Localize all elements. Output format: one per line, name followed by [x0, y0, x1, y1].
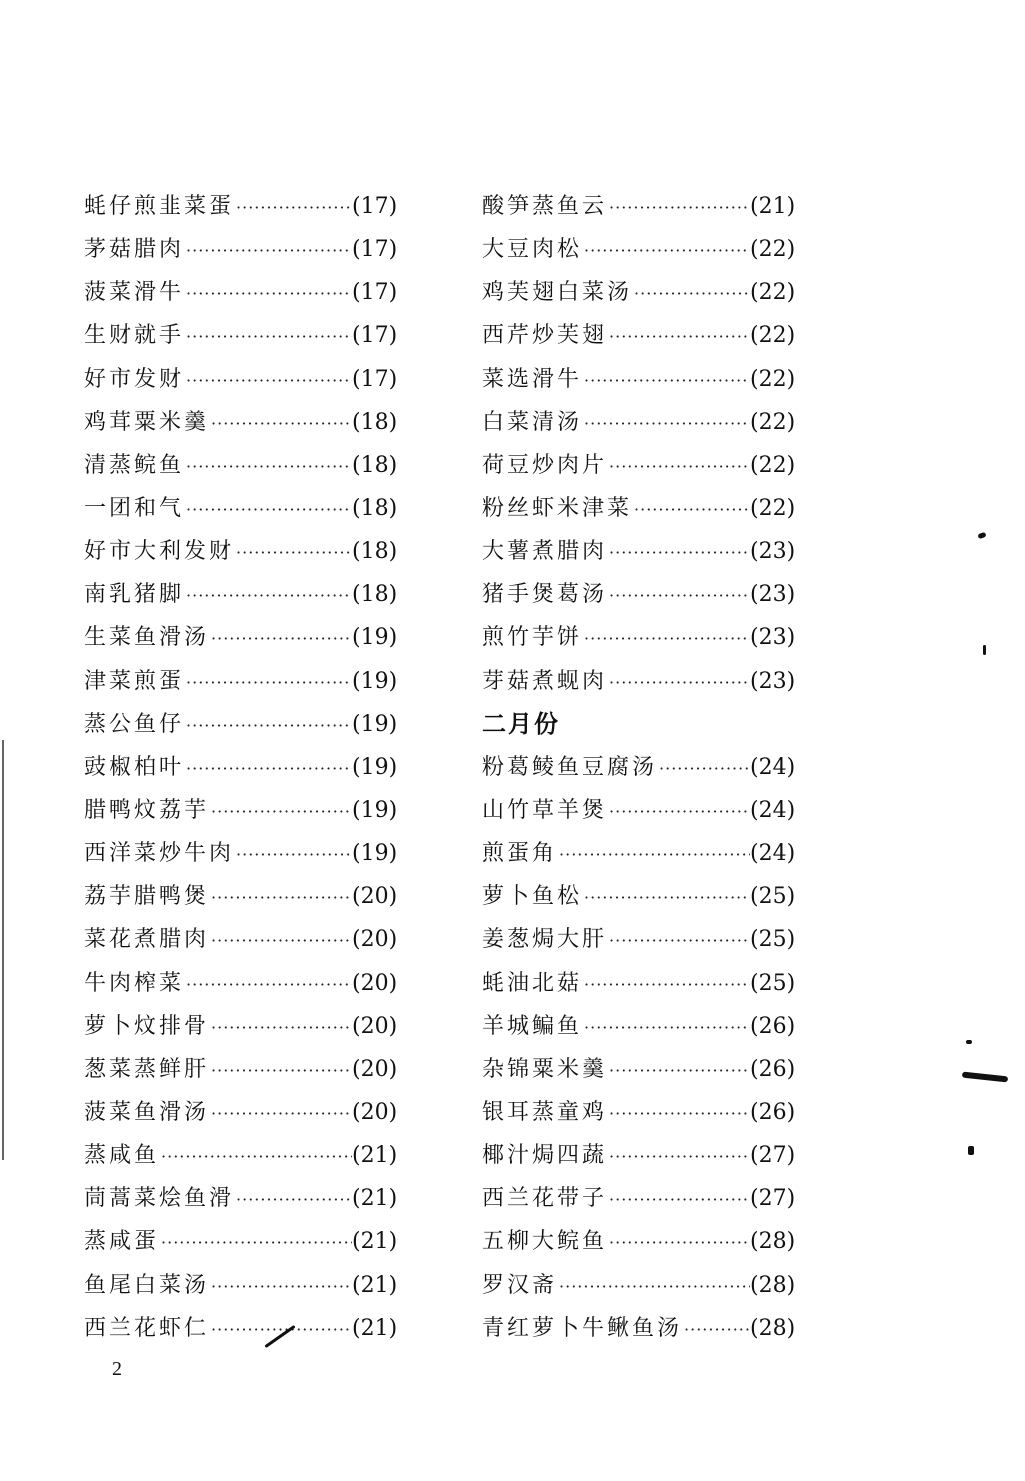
dot-leader: [184, 359, 352, 401]
dot-leader: [159, 1221, 352, 1263]
toc-entry: [482, 358, 812, 401]
entry-title: 蒸咸蛋: [84, 1229, 160, 1255]
entry-page: (18): [352, 409, 398, 435]
entry-title: 猪手煲葛汤: [482, 582, 608, 608]
entry-page: (26): [750, 1099, 796, 1125]
toc-entry: [482, 1048, 812, 1091]
toc-entry: [482, 314, 812, 357]
toc-entry: [84, 703, 414, 746]
dot-leader: [184, 661, 352, 703]
toc-entry: [482, 487, 812, 530]
entry-title: 菠菜滑牛: [84, 280, 185, 306]
entry-title: 椰汁焗四蔬: [482, 1143, 608, 1169]
entry-page: (17): [352, 366, 398, 392]
entry-page: (19): [352, 841, 398, 867]
toc-entry: [84, 1264, 414, 1307]
dot-leader: [607, 574, 750, 616]
dot-leader: [234, 531, 352, 573]
dot-leader: [607, 919, 750, 961]
entry-page: (19): [352, 625, 398, 651]
entry-page: (25): [750, 884, 796, 910]
entry-page: (20): [352, 1056, 398, 1082]
dot-leader: [607, 1049, 750, 1091]
section-heading-february: 二月份: [482, 709, 560, 738]
entry-page: (25): [750, 970, 796, 996]
dot-leader: [582, 876, 750, 918]
entry-title: 蒸咸鱼: [84, 1143, 160, 1169]
dot-leader: [607, 1092, 750, 1134]
entry-title: 茼蒿菜烩鱼滑: [84, 1186, 235, 1212]
entry-title: 南乳猪脚: [84, 582, 185, 608]
entry-page: (24): [750, 841, 796, 867]
entry-title: 萝卜鱼松: [482, 884, 583, 910]
toc-entry: [84, 1220, 414, 1263]
toc-entry: [84, 1091, 414, 1134]
entry-title: 粉葛鲮鱼豆腐汤: [482, 754, 658, 780]
entry-title: 一团和气: [84, 495, 185, 521]
dot-leader: [632, 488, 750, 530]
dot-leader: [209, 1265, 352, 1307]
entry-title: 大薯煮腊肉: [482, 539, 608, 565]
toc-entry: [482, 185, 812, 228]
dot-leader: [209, 402, 352, 444]
entry-page: (21): [352, 1315, 398, 1341]
entry-title: 生财就手: [84, 323, 185, 349]
dot-leader: [582, 229, 750, 271]
dot-leader: [234, 1178, 352, 1220]
entry-title: 西芹炒芙翅: [482, 323, 608, 349]
toc-entry: [482, 789, 812, 832]
entry-page: (24): [750, 754, 796, 780]
toc-entry: [84, 1134, 414, 1177]
entry-title: 粉丝虾米津菜: [482, 495, 633, 521]
dot-leader: [184, 445, 352, 487]
dot-leader: [657, 747, 750, 789]
dot-leader: [234, 186, 352, 228]
dot-leader: [209, 1049, 352, 1091]
entry-title: 白菜清汤: [482, 409, 583, 435]
entry-page: (22): [750, 323, 796, 349]
dot-leader: [607, 531, 750, 573]
dot-leader: [234, 833, 352, 875]
dot-leader: [607, 1178, 750, 1220]
entry-page: (22): [750, 237, 796, 263]
toc-entry: [84, 271, 414, 314]
entry-title: 葱菜蒸鲜肝: [84, 1056, 210, 1082]
entry-page: (26): [750, 1056, 796, 1082]
dot-leader: [607, 445, 750, 487]
entry-title: 清蒸鲩鱼: [84, 452, 185, 478]
dot-leader: [607, 186, 750, 228]
entry-title: 生菜鱼滑汤: [84, 625, 210, 651]
toc-entry: [84, 660, 414, 703]
toc-entry: [84, 185, 414, 228]
entry-page: (20): [352, 1013, 398, 1039]
entry-page: (20): [352, 884, 398, 910]
toc-entry: [482, 918, 812, 961]
entry-page: (22): [750, 495, 796, 521]
dot-leader: [184, 704, 352, 746]
entry-page: (17): [352, 237, 398, 263]
entry-title: 鸡芙翅白菜汤: [482, 280, 633, 306]
scan-speck: [983, 645, 986, 655]
entry-title: 茅菇腊肉: [84, 237, 185, 263]
dot-leader: [607, 315, 750, 357]
entry-page: (26): [750, 1013, 796, 1039]
entry-page: (25): [750, 927, 796, 953]
entry-title: 菜花煮腊肉: [84, 927, 210, 953]
toc-entry: [84, 789, 414, 832]
entry-page: (22): [750, 280, 796, 306]
toc-entry: [482, 530, 812, 573]
entry-page: (20): [352, 1099, 398, 1125]
toc-entry: [482, 616, 812, 659]
toc-entry: [84, 746, 414, 789]
entry-title: 鱼尾白菜汤: [84, 1272, 210, 1298]
entry-page: (28): [750, 1229, 796, 1255]
entry-title: 鸡茸粟米羹: [84, 409, 210, 435]
dot-leader: [184, 315, 352, 357]
scan-smudge: [962, 1072, 1008, 1083]
entry-title: 好市发财: [84, 366, 185, 392]
entry-title: 腊鸭炆荔芋: [84, 797, 210, 823]
entry-page: (23): [750, 625, 796, 651]
toc-entry: [482, 1177, 812, 1220]
toc-entry: [482, 1307, 812, 1350]
entry-page: (23): [750, 539, 796, 565]
toc-entry: [482, 832, 812, 875]
dot-leader: [184, 229, 352, 271]
entry-page: (20): [352, 927, 398, 953]
entry-page: (19): [352, 668, 398, 694]
entry-page: (28): [750, 1272, 796, 1298]
entry-page: (18): [352, 539, 398, 565]
toc-entry: [482, 1134, 812, 1177]
dot-leader: [582, 1006, 750, 1048]
entry-page: (21): [352, 1186, 398, 1212]
dot-leader: [607, 1221, 750, 1263]
dot-leader: [209, 1092, 352, 1134]
entry-title: 津菜煎蛋: [84, 668, 185, 694]
toc-entry: [482, 1220, 812, 1263]
dot-leader: [184, 272, 352, 314]
toc-entry: [482, 660, 812, 703]
toc-entry: [482, 746, 812, 789]
entry-title: 荷豆炒肉片: [482, 452, 608, 478]
entry-page: (27): [750, 1186, 796, 1212]
entry-title: 酸笋蒸鱼云: [482, 194, 608, 219]
entry-page: (21): [352, 1272, 398, 1298]
toc-entry: [482, 228, 812, 271]
entry-title: 芽菇煮蚬肉: [482, 668, 608, 694]
dot-leader: [184, 488, 352, 530]
toc-entry: [84, 1048, 414, 1091]
entry-page: (18): [352, 452, 398, 478]
toc-entry: [482, 962, 812, 1005]
entry-page: (22): [750, 452, 796, 478]
entry-title: 大豆肉松: [482, 237, 583, 263]
dot-leader: [209, 919, 352, 961]
toc-entry: [84, 228, 414, 271]
page-number: 2: [112, 1358, 122, 1380]
toc-right-column: [482, 185, 812, 1350]
entry-page: (19): [352, 754, 398, 780]
dot-leader: [582, 402, 750, 444]
toc-entry: [84, 401, 414, 444]
entry-title: 好市大利发财: [84, 539, 235, 565]
toc-entry: [84, 573, 414, 616]
scan-edge-line: [2, 740, 4, 1160]
entry-page: (22): [750, 409, 796, 435]
entry-page: (27): [750, 1143, 796, 1169]
entry-title: 银耳蒸童鸡: [482, 1099, 608, 1125]
toc-entry: [84, 314, 414, 357]
entry-title: 西洋菜炒牛肉: [84, 841, 235, 867]
toc-entry: [84, 1307, 414, 1350]
dot-leader: [682, 1308, 750, 1350]
toc-entry: [84, 875, 414, 918]
toc-entry: [482, 401, 812, 444]
dot-leader: [209, 1006, 352, 1048]
entry-title: 萝卜炆排骨: [84, 1013, 210, 1039]
scan-speck: [966, 1040, 972, 1044]
toc-entry: [482, 271, 812, 314]
entry-page: (19): [352, 797, 398, 823]
dot-leader: [582, 963, 750, 1005]
entry-page: (23): [750, 668, 796, 694]
toc-entry: [482, 573, 812, 616]
dot-leader: [607, 790, 750, 832]
entry-page: (20): [352, 970, 398, 996]
entry-title: 罗汉斋: [482, 1272, 558, 1298]
dot-leader: [184, 963, 352, 1005]
scan-speck: [968, 1146, 974, 1155]
entry-title: 西兰花带子: [482, 1186, 608, 1212]
entry-title: 青红萝卜牛鳅鱼汤: [482, 1315, 683, 1341]
dot-leader: [582, 359, 750, 401]
entry-page: (22): [750, 366, 796, 392]
toc-entry: [84, 1177, 414, 1220]
dot-leader: [607, 661, 750, 703]
entry-title: 山竹草羊煲: [482, 797, 608, 823]
toc-entry: [84, 487, 414, 530]
toc-entry: [84, 530, 414, 573]
entry-title: 荔芋腊鸭煲: [84, 884, 210, 910]
entry-page: (18): [352, 495, 398, 521]
entry-title: 煎竹芋饼: [482, 625, 583, 651]
dot-leader: [557, 1265, 750, 1307]
scan-speck: [977, 532, 986, 539]
toc-entry: [482, 1264, 812, 1307]
entry-title: 蚝油北菇: [482, 970, 583, 996]
entry-page: (28): [750, 1315, 796, 1341]
dot-leader: [209, 617, 352, 659]
dot-leader: [557, 833, 750, 875]
entry-title: 西兰花虾仁: [84, 1315, 210, 1341]
entry-title: 豉椒柏叶: [84, 754, 185, 780]
entry-page: (17): [352, 323, 398, 349]
entry-title: 羊城鳊鱼: [482, 1013, 583, 1039]
entry-title: 杂锦粟米羹: [482, 1056, 608, 1082]
dot-leader: [184, 747, 352, 789]
entry-title: 蒸公鱼仔: [84, 711, 185, 737]
toc-entry: [84, 358, 414, 401]
entry-title: 煎蛋角: [482, 841, 558, 867]
dot-leader: [209, 790, 352, 832]
entry-title: 姜葱焗大肝: [482, 927, 608, 953]
entry-title: 菠菜鱼滑汤: [84, 1099, 210, 1125]
toc-entry: [84, 1005, 414, 1048]
entry-title: 蚝仔煎韭菜蛋: [84, 194, 235, 219]
entry-title: 牛肉榨菜: [84, 970, 185, 996]
entry-page: (24): [750, 797, 796, 823]
entry-page: (17): [352, 280, 398, 306]
toc-entry: [84, 832, 414, 875]
entry-page: (21): [750, 194, 796, 219]
dot-leader: [159, 1135, 352, 1177]
entry-page: (21): [352, 1143, 398, 1169]
entry-title: 五柳大鲩鱼: [482, 1229, 608, 1255]
dot-leader: [209, 876, 352, 918]
toc-entry: [84, 444, 414, 487]
dot-leader: [209, 1308, 352, 1350]
toc-entry: [482, 1091, 812, 1134]
entry-title: 菜选滑牛: [482, 366, 583, 392]
toc-entry: [84, 918, 414, 961]
toc-entry: [84, 616, 414, 659]
entry-page: (23): [750, 582, 796, 608]
toc-entry: [482, 1005, 812, 1048]
entry-page: (17): [352, 194, 398, 219]
entry-page: (19): [352, 711, 398, 737]
toc-entry: [482, 875, 812, 918]
dot-leader: [632, 272, 750, 314]
entry-page: (21): [352, 1229, 398, 1255]
toc-entry: [84, 962, 414, 1005]
entry-page: (18): [352, 582, 398, 608]
dot-leader: [607, 1135, 750, 1177]
dot-leader: [582, 617, 750, 659]
toc-entry: [482, 444, 812, 487]
toc-left-column: [84, 185, 414, 1350]
dot-leader: [184, 574, 352, 616]
